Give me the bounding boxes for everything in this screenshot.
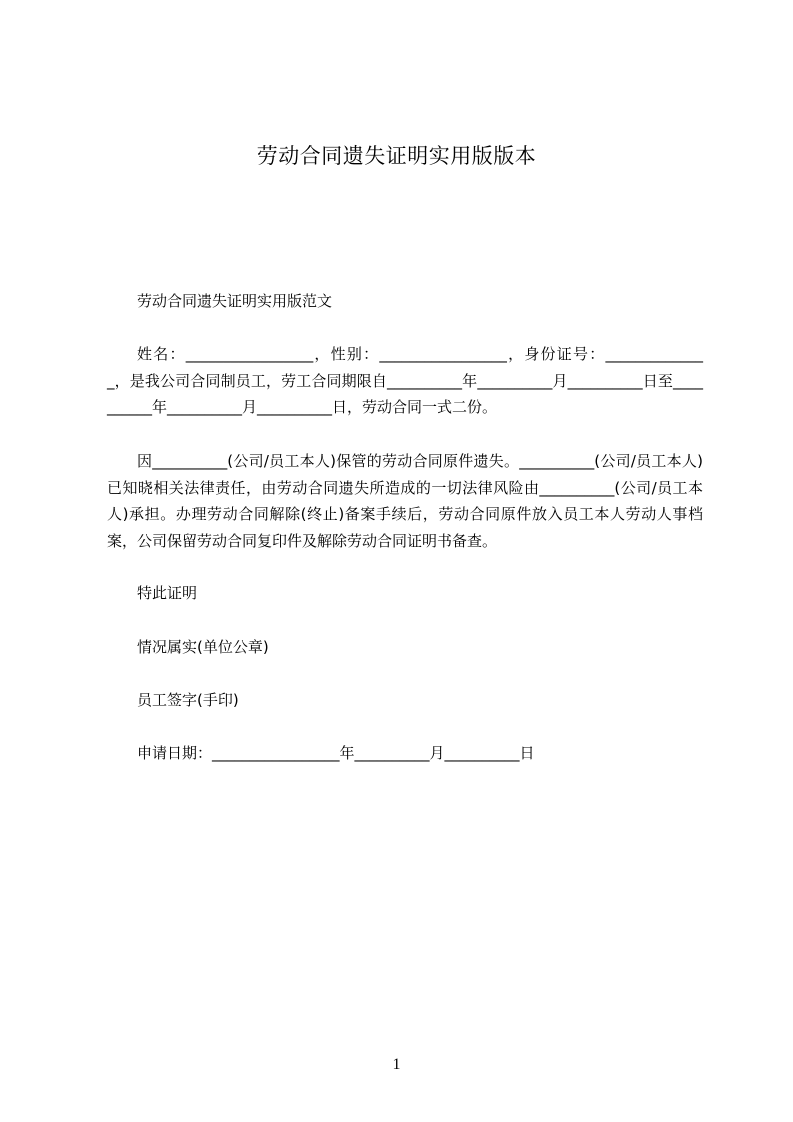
employee-signature-line: 员工签字(手印) [137,691,239,709]
page-number: 1 [392,1056,401,1073]
document-title: 劳动合同遗失证明实用版版本 [256,144,537,168]
unit-seal-line: 情况属实(单位公章) [137,638,269,656]
personal-info-paragraph: 姓名：_________________，性别：_________________，身份证号：______________，是我公司合同制员工，劳工合同期限自__________年__________月__________日至__________年__________月__________日，劳动合同一式二份。 [107,345,703,416]
loss-statement-paragraph: 因__________(公司/员工本人)保管的劳动合同原件遗失。__________(公司/员工本人)已知晓相关法律责任，由劳动合同遗失所造成的一切法律风险由__________(公司/员工本人)承担。办理劳动合同解除(终止)备案手续后，劳动合同原件放入员工本人劳动人事档案，公司保留劳动合同复印件及解除劳动合同证明书备查。 [107,452,703,550]
document-subtitle: 劳动合同遗失证明实用版范文 [137,292,333,310]
apply-date-line: 申请日期：_________________年__________月__________日 [137,744,535,762]
certify-line: 特此证明 [137,584,198,602]
